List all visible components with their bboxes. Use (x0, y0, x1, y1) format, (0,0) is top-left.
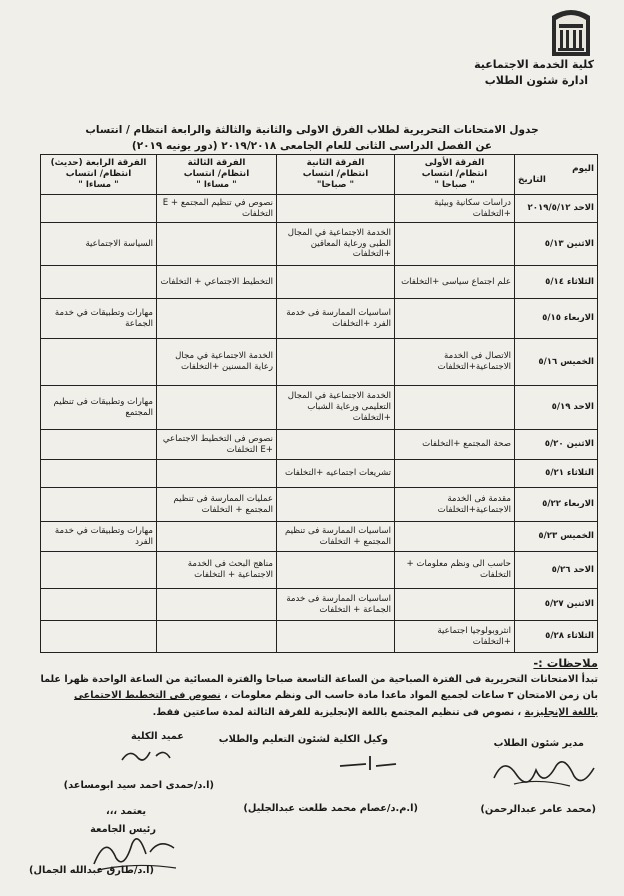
table-row (41, 460, 598, 488)
cell-year-1 (395, 589, 515, 621)
cell-year-2 (277, 552, 395, 589)
vice-dean-name: (ا.م.د/عصام محمد طلعت عبدالجليل) (243, 803, 418, 814)
table-row (41, 339, 598, 386)
cell-year-2: الخدمة الاجتماعية في المجال التعليمى ورعاية الشباب +التخلفات (277, 386, 395, 430)
header-year-2: الفرقة الثانية انتظام/ انتساب " صباحا" (277, 155, 395, 195)
row-date: الاحد ٢٠١٩/٥/١٢ (515, 195, 598, 223)
cell-year-2 (277, 266, 395, 299)
row-date: الاربعاء ٥/٢٢ (515, 488, 598, 522)
notes-title: ملاحظات :- (533, 656, 598, 670)
cell-year-3: عمليات الممارسة فى تنظيم المجتمع + التخلفات (157, 488, 277, 522)
schedule-subtitle: عن الفصل الدراسى الثانى للعام الجامعى ٢٠١٩/٢٠١٨ (دور يونيه ٢٠١٩) (131, 140, 493, 152)
exam-schedule-table (40, 154, 598, 653)
cell-year-1: حاسب الى ونظم معلومات + التخلفات (395, 552, 515, 589)
cell-year-3: التخطيط الاجتماعي + التخلفات (157, 266, 277, 299)
dean-signature (116, 744, 176, 768)
cell-year-2 (277, 621, 395, 653)
table-row (41, 223, 598, 266)
cell-year-4 (41, 339, 157, 386)
cell-year-4 (41, 552, 157, 589)
cell-year-2 (277, 195, 395, 223)
row-date: الاثنين ٥/٢٠ (515, 430, 598, 460)
schedule-title: جدول الامتحانات التحريرية لطلاب الفرق الاولى والثانية والثالثة والرابعة انتظام / انتساب (85, 124, 539, 136)
cell-year-4 (41, 488, 157, 522)
notes-body (38, 672, 598, 721)
table-row (41, 299, 598, 339)
header-year-1: الفرقة الأولى انتظام/ انتساب " صباحا " (395, 155, 515, 195)
row-date: الثلاثاء ٥/٢٨ (515, 621, 598, 653)
row-date: الاربعاء ٥/١٥ (515, 299, 598, 339)
cell-year-1: الاتصال فى الخدمة الاجتماعية+التخلفات (395, 339, 515, 386)
cell-year-4 (41, 430, 157, 460)
cell-year-4: مهارات وتطبيقات فى تنظيم المجتمع (41, 386, 157, 430)
cell-year-2 (277, 339, 395, 386)
cell-year-2: تشريعات اجتماعيه +التخلفات (277, 460, 395, 488)
cell-year-3: نصوص فى التخطيط الاجتماعي +E التخلفات (157, 430, 277, 460)
table-header-row (41, 155, 598, 195)
department-name: ادارة شئون الطلاب (484, 74, 588, 87)
table-row (41, 488, 598, 522)
notes-line-1: تبدأ الامتحانات التحريرية فى الفترة الصباحية من الساعة التاسعة صباحا والفترة المسائية من الساعة الواحدة ظهرا علما (40, 674, 598, 685)
cell-year-1 (395, 299, 515, 339)
cell-year-1 (395, 223, 515, 266)
cell-year-4 (41, 195, 157, 223)
row-date: الاثنين ٥/١٣ (515, 223, 598, 266)
faculty-logo (548, 6, 594, 58)
header-year-3: الفرقة الثالثة انتظام/ انتساب " مساءا " (157, 155, 277, 195)
cell-year-2: الخدمة الاجتماعية في المجال الطبى ورعاية المعاقين +التخلفات (277, 223, 395, 266)
cell-year-3 (157, 621, 277, 653)
cell-year-3 (157, 299, 277, 339)
table-row (41, 195, 598, 223)
cell-year-1: صحة المجتمع +التخلفات (395, 430, 515, 460)
cell-year-3 (157, 386, 277, 430)
vice-dean-title: وكيل الكلية لشئون التعليم والطلاب (218, 734, 388, 745)
cell-year-2: اساسيات الممارسة فى تنظيم المجتمع + التخلفات (277, 522, 395, 552)
table-row (41, 430, 598, 460)
table-row (41, 552, 598, 589)
row-date: الاحد ٥/٢٦ (515, 552, 598, 589)
row-date: الثلاثاء ٥/١٤ (515, 266, 598, 299)
approval-label: يعتمد ،،، (105, 806, 146, 817)
cell-year-4 (41, 589, 157, 621)
director-name: (محمد عامر عبدالرحمن) (480, 804, 596, 815)
table-row (41, 266, 598, 299)
cell-year-3 (157, 589, 277, 621)
row-date: الخميس ٥/٢٣ (515, 522, 598, 552)
director-signature (484, 748, 604, 796)
cell-year-2: اساسيات الممارسة فى خدمة الفرد +التخلفات (277, 299, 395, 339)
cell-year-1 (395, 386, 515, 430)
cell-year-1 (395, 460, 515, 488)
header-year-4: الفرقة الرابعة (حديث) انتظام/ انتساب " مساءا " (41, 155, 157, 195)
table-row (41, 621, 598, 653)
cell-year-3: نصوص في تنظيم المجتمع + E التخلفات (157, 195, 277, 223)
cell-year-3 (157, 522, 277, 552)
table-row (41, 386, 598, 430)
cell-year-1: علم اجتماع سياسى +التخلفات (395, 266, 515, 299)
cell-year-3 (157, 223, 277, 266)
cell-year-1: دراسات سكانية وبيئية +التخلفات (395, 195, 515, 223)
header-day-date: اليوم التاريخ (515, 155, 598, 195)
row-date: الاحد ٥/١٩ (515, 386, 598, 430)
cell-year-4 (41, 460, 157, 488)
director-title: مدير شئون الطلاب (493, 738, 584, 749)
dean-name: (ا.د/حمدى احمد سيد ابومساعد) (63, 780, 214, 791)
cell-year-2 (277, 488, 395, 522)
table-row (41, 589, 598, 621)
cell-year-3 (157, 460, 277, 488)
cell-year-1: مقدمة فى الخدمة الاجتماعية+التخلفات (395, 488, 515, 522)
row-date: الاثنين ٥/٢٧ (515, 589, 598, 621)
cell-year-4: السياسة الاجتماعية (41, 223, 157, 266)
cell-year-1 (395, 522, 515, 552)
vice-dean-signature (336, 752, 400, 774)
row-date: الثلاثاء ٥/٢١ (515, 460, 598, 488)
cell-year-3: مناهج البحث فى الخدمة الاجتماعية + التخلفات (157, 552, 277, 589)
table-row (41, 522, 598, 552)
president-title: رئيس الجامعة (90, 824, 156, 835)
cell-year-4: مهارات وتطبيقات في خدمة الفرد (41, 522, 157, 552)
cell-year-2: اساسيات الممارسة فى خدمة الجماعة + التخلفات (277, 589, 395, 621)
president-name: (ا.د/طارق عبدالله الجمال) (29, 865, 154, 876)
faculty-name: كلية الخدمة الاجتماعية (474, 58, 594, 71)
cell-year-4 (41, 621, 157, 653)
cell-year-3: الخدمة الاجتماعية في مجال رعاية المسنين +التخلفات (157, 339, 277, 386)
dean-title: عميد الكلية (130, 731, 184, 742)
row-date: الخميس ٥/١٦ (515, 339, 598, 386)
cell-year-4: مهارات وتطبيقات في خدمة الجماعة (41, 299, 157, 339)
cell-year-4 (41, 266, 157, 299)
notes-line-2: بان زمن الامتحان ٣ ساعات لجميع المواد ماعدا مادة حاسب الى ونظم معلومات ، نصوص فى التخطيط الاجتماعى (73, 690, 598, 702)
cell-year-1: انثروبولوجيا اجتماعية +التخلفات (395, 621, 515, 653)
cell-year-2 (277, 430, 395, 460)
notes-line-3: باللغة الإنجليزية ، نصوص فى تنظيم المجتمع باللغة الإنجليزية للفرقة الثالثة لمدة ساعتين فقط. (152, 706, 598, 718)
